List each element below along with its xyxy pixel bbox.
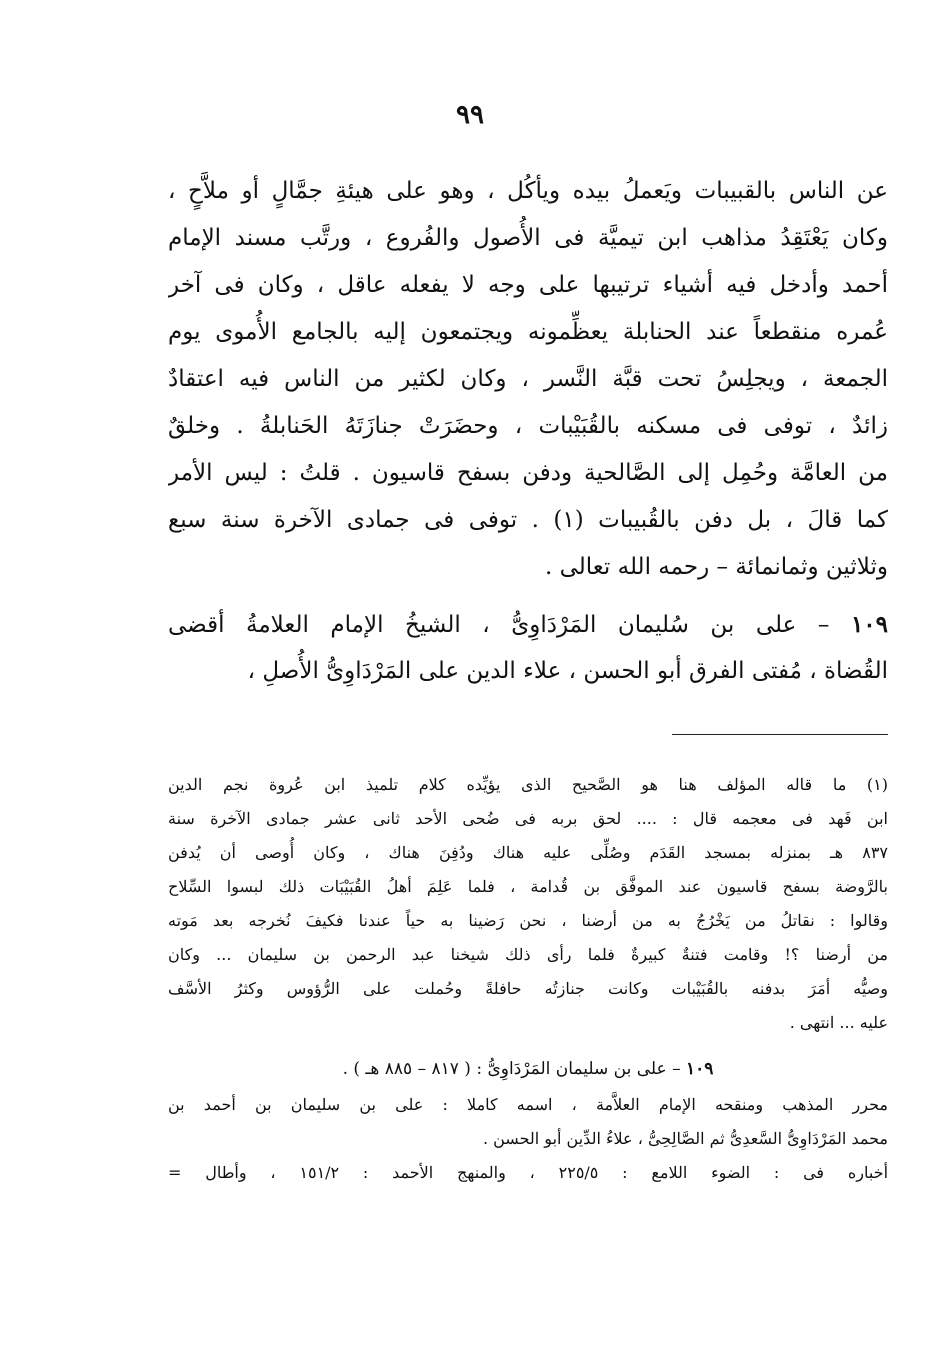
footnote-line: بالرَّوضة بسفح قاسيون عند الموفَّق بن قُدامة ، فلما عَلِمَ أهلُ القُبَيْبَات ذلك لبسوا السِّلاح	[168, 877, 888, 896]
entry-heading-text: – على بن سُليمان المَرْدَاوِىُّ ، الشيخُ الإمام العلامةُ أقضى	[168, 612, 830, 638]
main-text-line: عن الناس بالقبيبات ويَعملُ بيده ويأكُل ، وهو على هيئةِ جمَّالٍ أو ملاَّحٍ ،	[168, 178, 888, 204]
main-text-line: زائدٌ ، توفى فى مسكنه بالقُبَيْبات ، وحضَرَتْ جنازَتَهُ الحَنابلةُ . وخلقٌ	[168, 413, 888, 439]
main-text-line: وثلاثين وثمانمائة – رحمه الله تعالى .	[545, 554, 888, 580]
entry-second-line: القُضاة ، مُفتى الفرق أبو الحسن ، علاء الدين على المَرْدَاوِىُّ الأُصلِ ،	[247, 658, 888, 684]
footnote-line: من أرضنا ؟! وقامت فتنةٌ كبيرةٌ فلما رأى ذلك شيخنا عبد الرحمن بن سليمان ... وكان	[168, 945, 888, 964]
footnote-line: وصيُّه أمَرَ بدفنه بالقُبَيْبات وكانت جنازتُه حافلةً وحُملت على الرُّؤوس وكثرُ الأسَّف	[168, 979, 888, 998]
footnote-entry-line: محرر المذهب ومنقحه الإمام العلاَّمة ، اسمه كاملا : على بن سليمان بن أحمد بن	[168, 1095, 888, 1114]
entry-first-line	[168, 601, 888, 648]
footnote-entry-heading	[168, 1050, 888, 1088]
page-number: ٩٩	[456, 100, 484, 130]
main-text-line: الجمعة ، ويجلِسُ تحت قبَّة النَّسر ، وكان لكثير من الناس فيه اعتقادٌ	[168, 366, 888, 392]
biography-entry	[168, 601, 888, 695]
main-text-line: من العامَّة وحُمِل إلى الصَّالحية ودفن بسفح قاسيون . قلتُ : ليس الأمر	[168, 460, 888, 486]
footnote-entry-heading-text: – على بن سليمان المَرْدَاوِىُّ : ( ٨١٧ – ٨٨٥ هـ ) .	[342, 1059, 681, 1079]
footnote-line: (١) ما قاله المؤلف هنا هو الصَّحيح الذى يؤيِّده كلام تلميذ ابن عُروة نجم الدين	[168, 775, 888, 794]
footnote-entry-line: محمد المَرْدَاوِىُّ السَّعدِىُّ ثم الصَّالِحِىُّ ، علاءُ الدِّين أبو الحسن .	[482, 1129, 888, 1148]
footnote-entry-line: أخباره فى : الضوء اللامع : ٢٢٥/٥ ، والمنهج الأحمد : ١٥١/٢ ، وأطال =	[168, 1163, 888, 1182]
footnote-line: عليه ... انتهى .	[789, 1013, 888, 1032]
main-text	[168, 168, 888, 695]
main-text-line: وكان يَعْتَقِدُ مذاهب ابن تيميَّة فى الأُصول والفُروع ، ورتَّب مسند الإمام	[168, 225, 888, 251]
entry-number: ١٠٩	[850, 611, 888, 638]
footnote-line: ٨٣٧ هـ بمنزله بمسجد القَدَم وصُلِّى عليه هناك ودُفِنَ هناك ، وكان أُوصى أن يُدفن	[168, 843, 888, 862]
footnote-separator	[672, 734, 888, 735]
main-text-line: كما قالَ ، بل دفن بالقُبيبات (١) . توفى فى جمادى الآخرة سنة سبع	[168, 507, 888, 533]
main-text-line: أحمد وأدخل فيه أشياء ترتيبها على وجه لا يفعله عاقل ، وكان فى آخر	[168, 272, 888, 298]
footnotes	[168, 768, 888, 1190]
footnote-entry-number: ١٠٩	[686, 1059, 714, 1079]
footnote-line: وقالوا : نقاتلُ من يَخْرُجُ به من أرضنا ، نحن رَضينا به حياً عندنا فكيفَ نُخرجه بعد مَوته	[168, 911, 888, 930]
main-text-line: عُمره منقطعاً عند الحنابلة يعظِّمونه ويجتمعون إليه بالجامع الأُموى يوم	[168, 319, 888, 345]
footnote-line: ابن فَهد فى معجمه قال : .... لحق بربه فى ضُحى الأحد ثانى عشر جمادى الآخرة سنة	[168, 809, 888, 828]
